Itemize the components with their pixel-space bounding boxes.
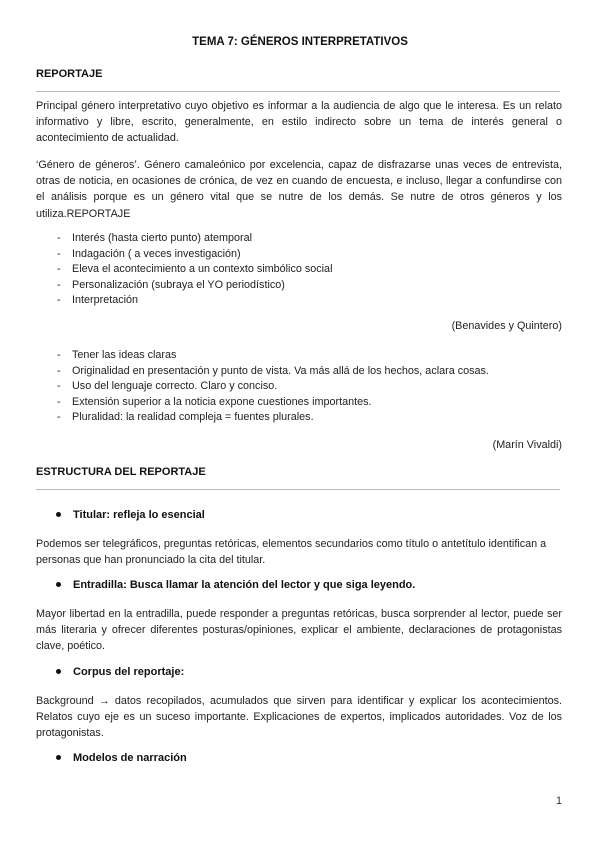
page-title: TEMA 7: GÉNEROS INTERPRETATIVOS: [192, 36, 408, 48]
entradilla-paragraph: Mayor libertad en la entradilla, puede responder a preguntas retóricas, busca sorprender al lector, puede ser más literaria y ofrecer diferentes posturas/opiniones, explicar el ambiente, declaraciones de protagonistas clave, poético.: [36, 608, 562, 653]
bullet-heading-titular: Titular: refleja lo esencial: [56, 509, 205, 521]
citation-benavides: (Benavides y Quintero): [451, 320, 562, 332]
section-heading-estructura: ESTRUCTURA DEL REPORTAJE: [36, 466, 206, 478]
section-divider: [36, 91, 560, 92]
genero-de-generos-paragraph: ‘Género de géneros’. Género camaleónico por excelencia, capaz de disfrazarse unas veces de entrevista, otras de noticia, en ocasiones de crónica, de vez en cuando de encuesta, e incluso, llegar a confundirse con el análisis porque es un género vital que se nutre de los demás. Se nutre de otros géneros y los utiliza.REPORTAJE: [36, 159, 562, 220]
bullet-dot-icon: [56, 512, 61, 517]
corpus-paragraph: Background → datos recopilados, acumulados que sirven para identificar y explicar los acontecimientos. Relatos cuyo eje es un suceso importante. Explicaciones de expertos, implicados autoridades. Voz de los protagonistas.: [36, 695, 562, 740]
list-item: - Personalización (subraya el YO periodístico): [57, 278, 285, 291]
list-item: - Interés (hasta cierto punto) atemporal: [57, 232, 253, 244]
bullet-dot-icon: [56, 669, 61, 674]
bullet-heading-entradilla: Entradilla: Busca llamar la atención del lector y que siga leyendo.: [56, 579, 415, 591]
list-item: - Eleva el acontecimiento a un contexto simbólico social: [57, 263, 333, 276]
list-item: - Uso del lenguaje correcto. Claro y conciso.: [57, 380, 278, 393]
bullet-heading-corpus: Corpus del reportaje:: [56, 666, 184, 678]
section-divider: [36, 489, 560, 490]
bullet-heading-modelos: Modelos de narración: [56, 752, 187, 764]
bullet-dot-icon: [56, 755, 61, 760]
list-item: - Indagación ( a veces investigación): [57, 247, 241, 260]
list-item: - Pluralidad: la realidad compleja = fuentes plurales.: [57, 411, 314, 424]
list-item: - Interpretación: [57, 294, 139, 307]
list-item: - Tener las ideas claras: [57, 349, 177, 361]
titular-paragraph: Podemos ser telegráficos, preguntas retóricas, elementos secundarios como título o antetítulo identifican a personas que han pronunciado la cita del titular.: [36, 538, 547, 567]
reportaje-definition-paragraph: Principal género interpretativo cuyo objetivo es informar a la audiencia de algo que le interesa. Es un relato informativo y libre, escrito, generalmente, en estilo indirecto sobre un tema de interés general o acontecimiento de actualidad.: [36, 100, 562, 145]
bullet-dot-icon: [56, 582, 61, 587]
section-heading-reportaje: REPORTAJE: [36, 68, 103, 80]
list-item: - Extensión superior a la noticia expone cuestiones importantes.: [57, 395, 372, 408]
list-item: - Originalidad en presentación y punto de vista. Va más allá de los hechos, aclara cosas.: [57, 364, 489, 377]
page-number: 1: [555, 795, 562, 807]
requirements-list: [57, 348, 489, 426]
characteristics-list: [57, 231, 333, 309]
citation-marin-vivaldi: (Marín Vivaldi): [492, 439, 562, 451]
